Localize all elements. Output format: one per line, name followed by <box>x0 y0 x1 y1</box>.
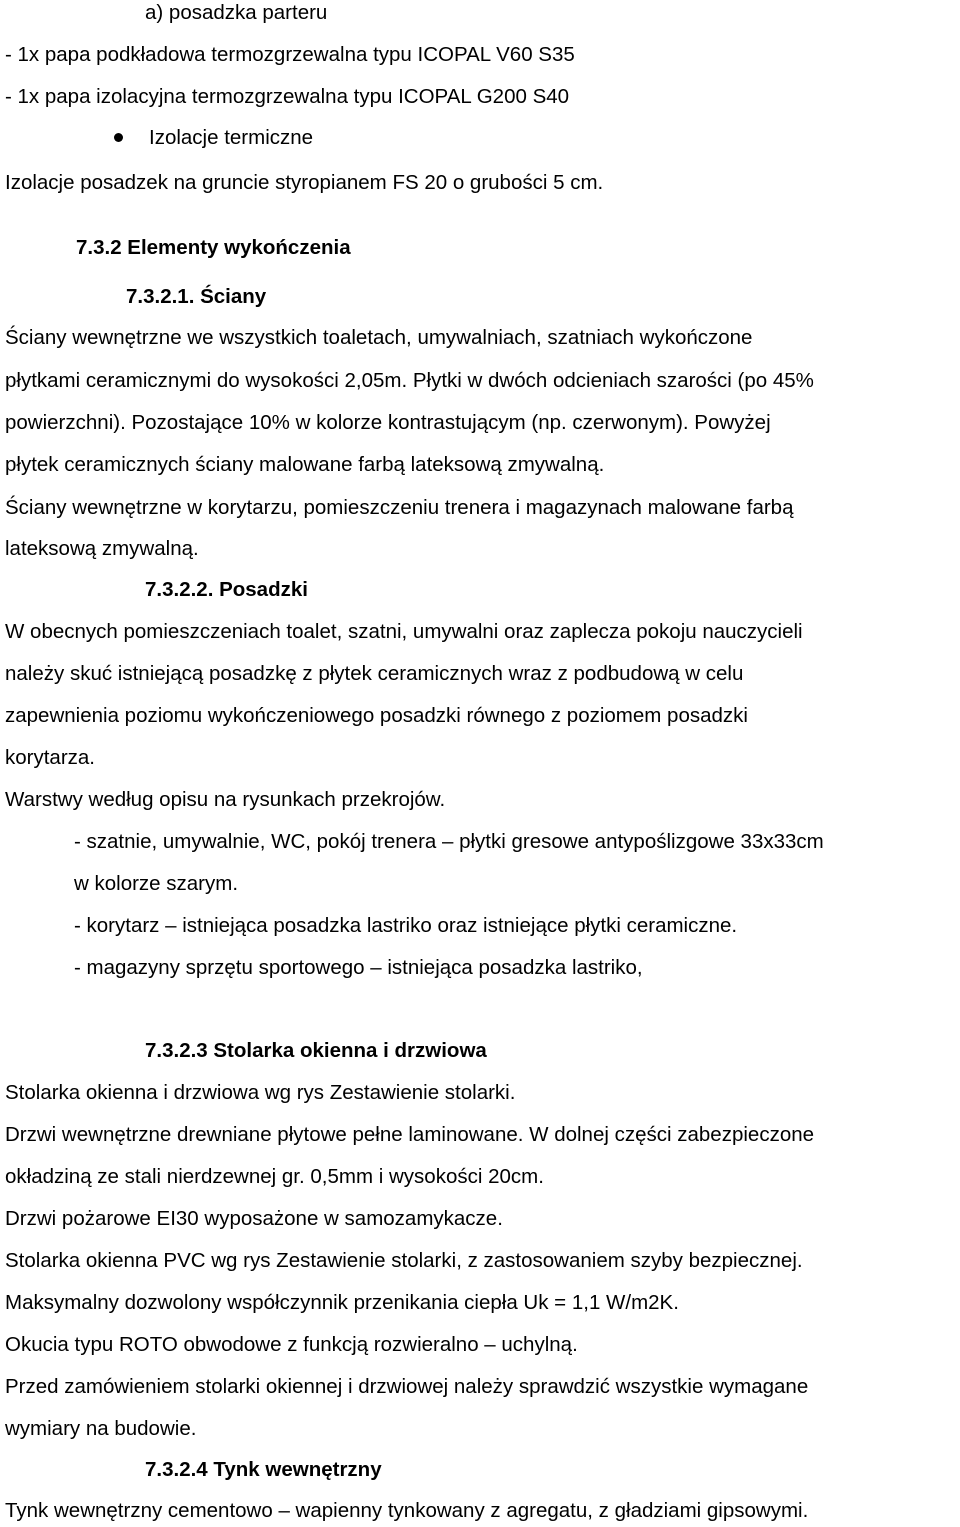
text-line: wymiary na budowie. <box>5 1417 197 1440</box>
text-line: zapewnienia poziomu wykończeniowego posadzki równego z poziomem posadzki <box>5 704 748 727</box>
text-line: korytarza. <box>5 746 95 769</box>
text-line: Drzwi wewnętrzne drewniane płytowe pełne laminowane. W dolnej części zabezpieczone <box>5 1123 815 1146</box>
text-line: Tynk wewnętrzny cementowo – wapienny tynkowany z agregatu, z gładziami gipsowymi. <box>5 1499 809 1522</box>
text-line: Stolarka okienna i drzwiowa wg rys Zestawienie stolarki. <box>5 1081 516 1104</box>
section-heading-7-3-2-4: 7.3.2.4 Tynk wewnętrzny <box>145 1458 382 1481</box>
list-item-magazyny: - magazyny sprzętu sportowego – istniejąca posadzka lastriko, <box>74 956 643 979</box>
list-item-szatnie: - szatnie, umywalnie, WC, pokój trenera – płytki gresowe antypoślizgowe 33x33cm <box>74 830 824 853</box>
text-line: Ściany wewnętrzne we wszystkich toaletach, umywalniach, szatniach wykończone <box>5 326 753 349</box>
text-line: okładziną ze stali nierdzewnej gr. 0,5mm i wysokości 20cm. <box>5 1165 544 1188</box>
bullet-item-izolacje-termiczne: Izolacje termiczne <box>149 126 314 149</box>
text-line: - 1x papa podkładowa termozgrzewalna typu ICOPAL V60 S35 <box>5 43 575 66</box>
bullet-icon <box>114 133 123 142</box>
text-line: Ściany wewnętrzne w korytarzu, pomieszczeniu trenera i magazynach malowane farbą <box>5 496 794 519</box>
section-heading-7-3-2-2: 7.3.2.2. Posadzki <box>145 578 308 601</box>
text-line: Okucia typu ROTO obwodowe z funkcją rozwieralno – uchylną. <box>5 1333 578 1356</box>
section-heading-7-3-2-3: 7.3.2.3 Stolarka okienna i drzwiowa <box>145 1039 487 1062</box>
section-heading-7-3-2: 7.3.2 Elementy wykończenia <box>76 236 351 259</box>
text-line: w kolorze szarym. <box>74 872 239 895</box>
text-line: W obecnych pomieszczeniach toalet, szatni, umywalni oraz zaplecza pokoju nauczycieli <box>5 620 803 643</box>
text-line: należy skuć istniejącą posadzkę z płytek ceramicznych wraz z podbudową w celu <box>5 662 744 685</box>
list-item-posadzka-parteru: a) posadzka parteru <box>145 1 328 24</box>
text-line: płytek ceramicznych ściany malowane farbą lateksową zmywalną. <box>5 453 605 476</box>
text-line: Maksymalny dozwolony współczynnik przenikania ciepła Uk = 1,1 W/m2K. <box>5 1291 679 1314</box>
text-line: Izolacje posadzek na gruncie styropianem FS 20 o grubości 5 cm. <box>5 171 604 194</box>
list-item-korytarz: - korytarz – istniejąca posadzka lastriko oraz istniejące płytki ceramiczne. <box>74 914 738 937</box>
section-heading-7-3-2-1: 7.3.2.1. Ściany <box>126 285 267 308</box>
text-line: Stolarka okienna PVC wg rys Zestawienie stolarki, z zastosowaniem szyby bezpiecznej. <box>5 1249 803 1272</box>
text-line: Warstwy według opisu na rysunkach przekrojów. <box>5 788 446 811</box>
text-line: płytkami ceramicznymi do wysokości 2,05m. Płytki w dwóch odcieniach szarości (po 45% <box>5 369 814 392</box>
text-line: - 1x papa izolacyjna termozgrzewalna typu ICOPAL G200 S40 <box>5 85 570 108</box>
text-line: Drzwi pożarowe EI30 wyposażone w samozamykacze. <box>5 1207 503 1230</box>
text-line: powierzchni). Pozostające 10% w kolorze kontrastującym (np. czerwonym). Powyżej <box>5 411 771 434</box>
text-line: Przed zamówieniem stolarki okiennej i drzwiowej należy sprawdzić wszystkie wymagane <box>5 1375 809 1398</box>
text-line: lateksową zmywalną. <box>5 537 199 560</box>
